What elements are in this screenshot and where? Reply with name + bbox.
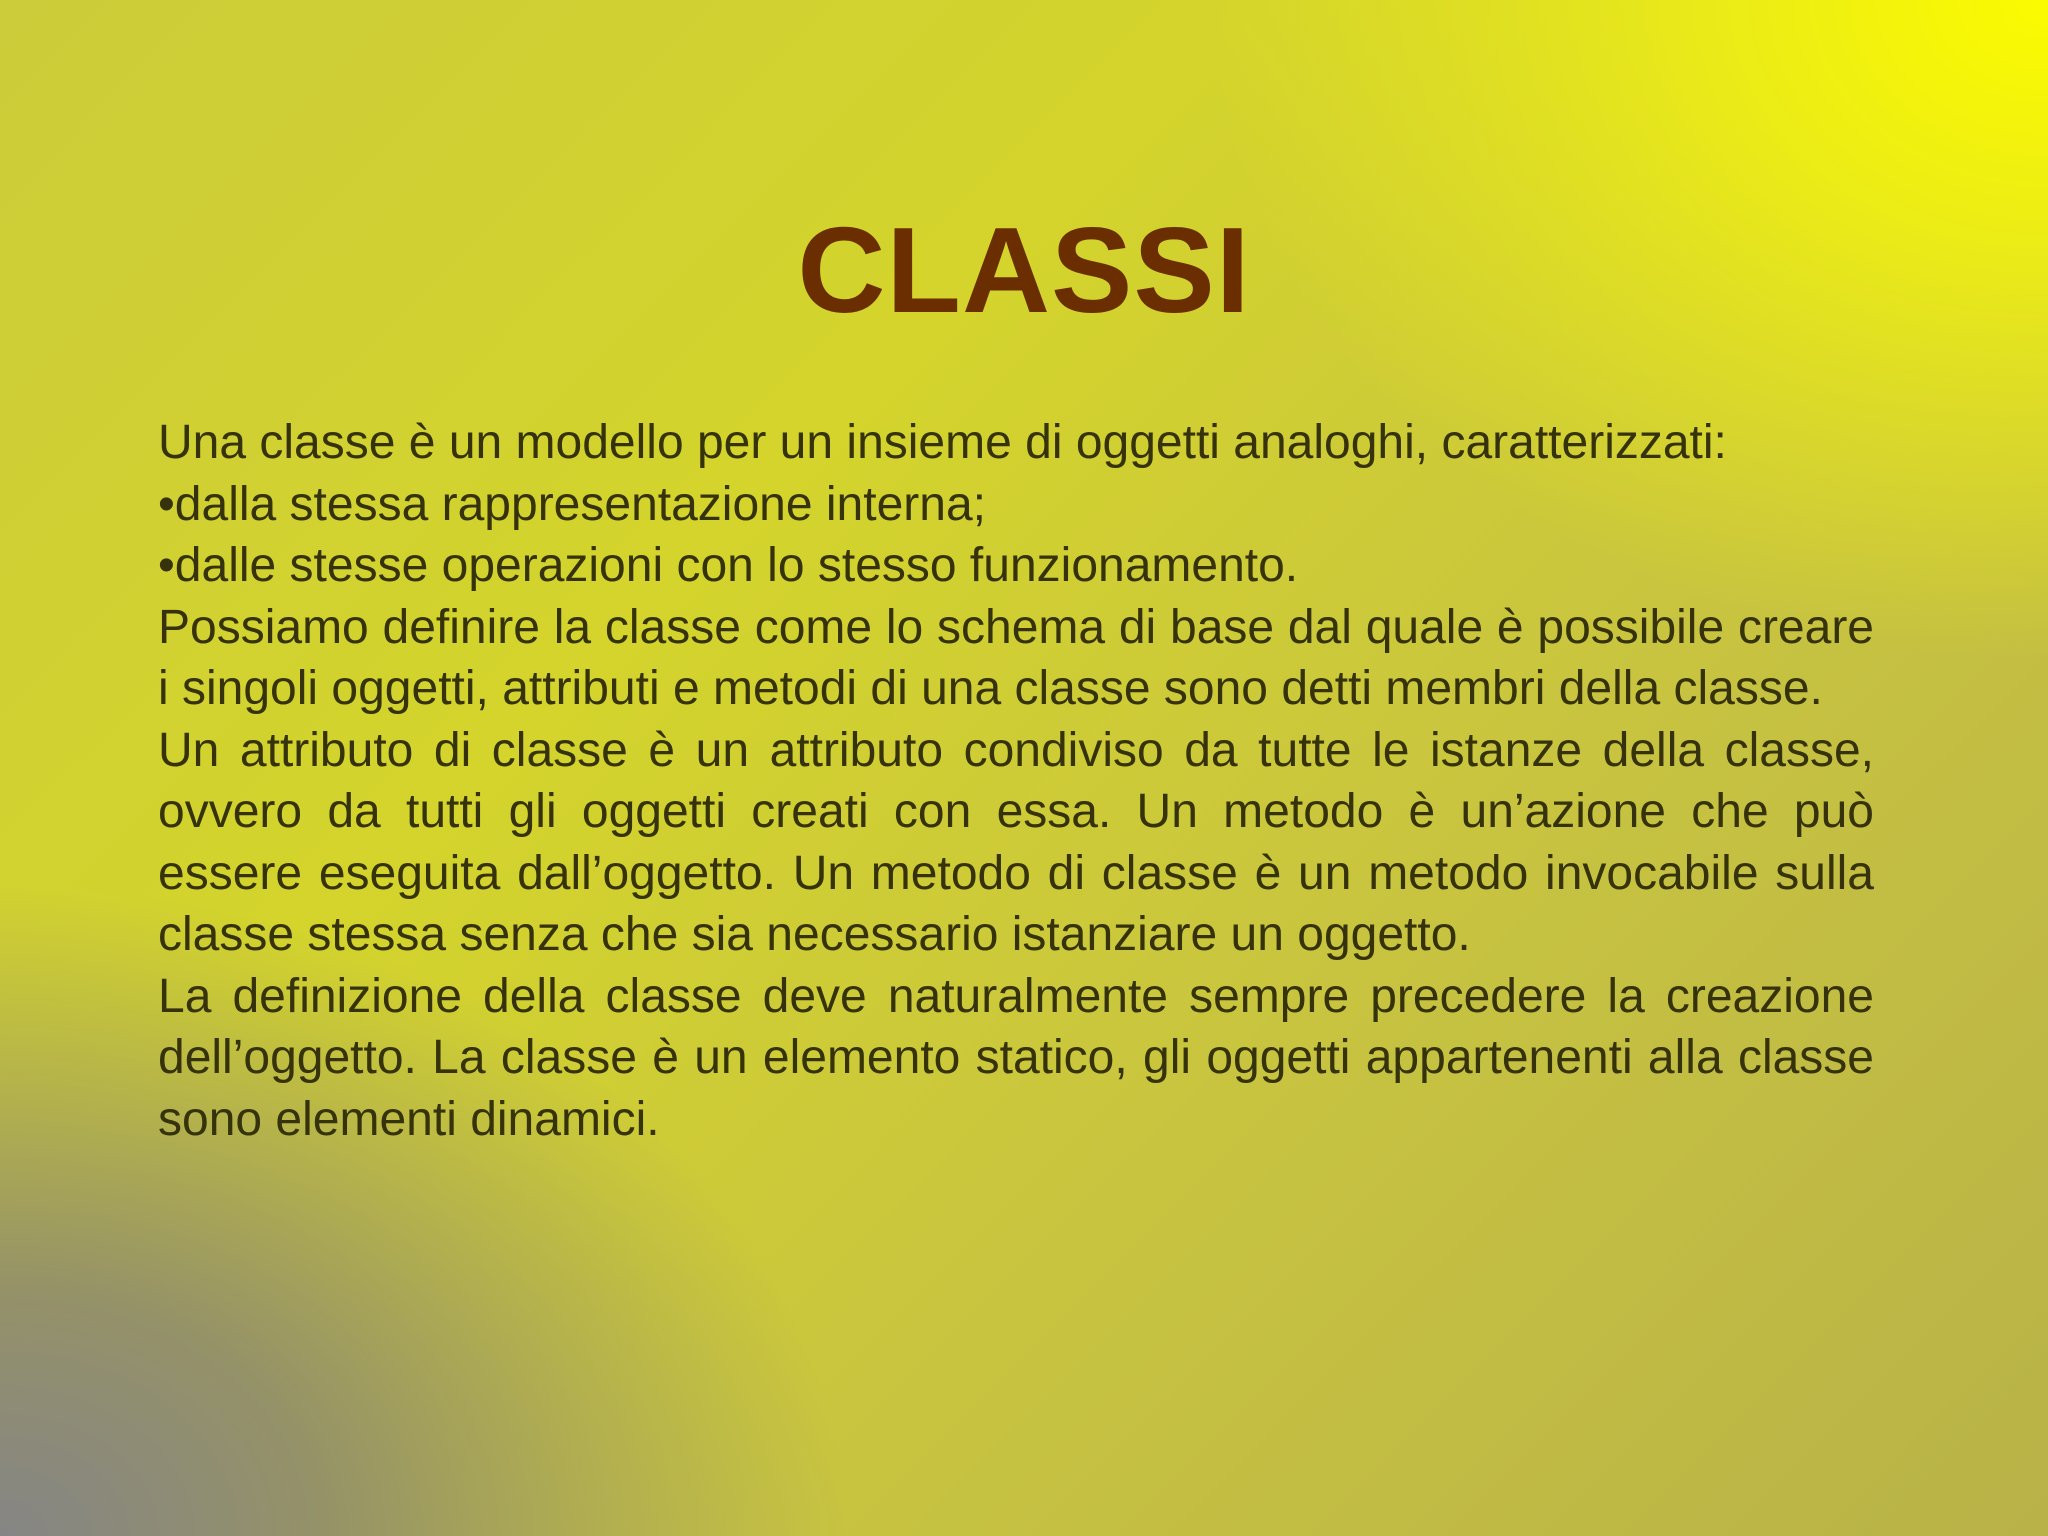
paragraph: Un attributo di classe è un attributo condiviso da tutte le istanze della classe, ovvero da tutti gli oggetti creati con essa. Un metodo è un’azione che può essere eseguita dall’oggetto. Un metodo di classe è un metodo invocabile sulla classe stessa senza che sia necessario istanziare un oggetto. [158, 723, 1874, 961]
bullet-item: •dalla stessa rappresentazione interna; [158, 477, 986, 531]
bullet-item: •dalle stesse operazioni con lo stesso funzionamento. [158, 539, 1299, 592]
intro-text: Una classe è un modello per un insieme di oggetti analoghi, caratterizzati: [158, 416, 1727, 469]
paragraph: Possiamo definire la classe come lo schema di base dal quale è possibile creare i singoli oggetti, attributi e metodi di una classe sono detti membri della classe. [158, 600, 1874, 715]
slide-title: CLASSI [797, 202, 1251, 338]
slide-body [158, 412, 1874, 1150]
paragraph: La definizione della classe deve naturalmente sempre precedere la creazione dell’oggetto. La classe è un elemento statico, gli oggetti appartenenti alla classe sono elementi dinamici. [158, 969, 1874, 1146]
